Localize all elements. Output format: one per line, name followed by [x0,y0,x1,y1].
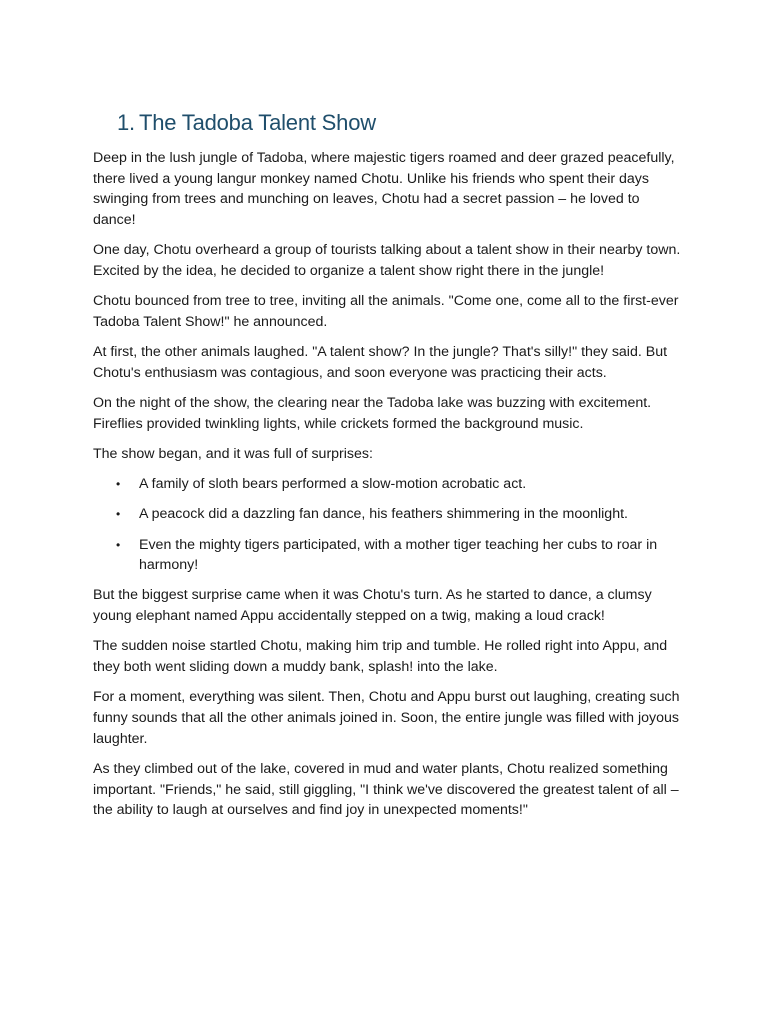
paragraph: On the night of the show, the clearing near the Tadoba lake was buzzing with excitement. Fireflies provided twinkling lights, while crickets formed the background music. [93,395,652,432]
list-item [93,474,683,495]
paragraph: The sudden noise startled Chotu, making him trip and tumble. He rolled right into Appu, and they both went sliding down a muddy bank, splash! into the lake. [93,638,668,676]
surprises-list [93,474,683,576]
document-page [93,108,683,830]
paragraph: At first, the other animals laughed. "A talent show? In the jungle? That's silly!" they said. But Chotu's enthusiasm was contagious, and soon everyone was practicing their acts. [93,344,668,381]
paragraph: For a moment, everything was silent. Then, Chotu and Appu burst out laughing, creating such funny sounds that all the other animals joined in. Soon, the entire jungle was filled with joyous laughter. [93,689,680,747]
bullet-icon: • [116,507,121,522]
paragraph: But the biggest surprise came when it was Chotu's turn. As he started to dance, a clumsy young elephant named Appu accidentally stepped on a twig, making a loud crack! [93,587,652,625]
paragraph: As they climbed out of the lake, covered in mud and water plants, Chotu realized something important. "Friends," he said, still giggling, "I think we've discovered the greatest talent of all – the ability to laugh at ourselves and find joy in unexpected moments!" [93,760,679,819]
paragraph: One day, Chotu overheard a group of tourists talking about a talent show in their nearby town. Excited by the idea, he decided to organize a talent show right there in the jungle! [93,242,681,280]
list-item [93,504,683,525]
list-item-text: A family of sloth bears performed a slow-motion acrobatic act. [139,476,527,493]
paragraph: Chotu bounced from tree to tree, inviting all the animals. "Come one, come all to the first-ever Tadoba Talent Show!" he announced. [93,293,679,330]
bullet-icon: • [116,477,121,492]
list-item-text: A peacock did a dazzling fan dance, his feathers shimmering in the moonlight. [139,506,628,523]
paragraph: The show began, and it was full of surprises: [93,445,373,462]
list-item [93,535,683,576]
list-item-text: Even the mighty tigers participated, with a mother tiger teaching her cubs to roar in harmony! [139,536,658,574]
heading-title: The Tadoba Talent Show [138,110,376,135]
story-heading [117,108,683,138]
paragraph: Deep in the lush jungle of Tadoba, where majestic tigers roamed and deer grazed peacefully, there lived a young langur monkey named Chotu. Unlike his friends who spent their days swinging from trees and munching on leaves, Chotu had a secret passion – he loved to dance! [93,150,675,229]
bullet-icon: • [116,537,121,552]
heading-number: 1. [117,110,135,135]
